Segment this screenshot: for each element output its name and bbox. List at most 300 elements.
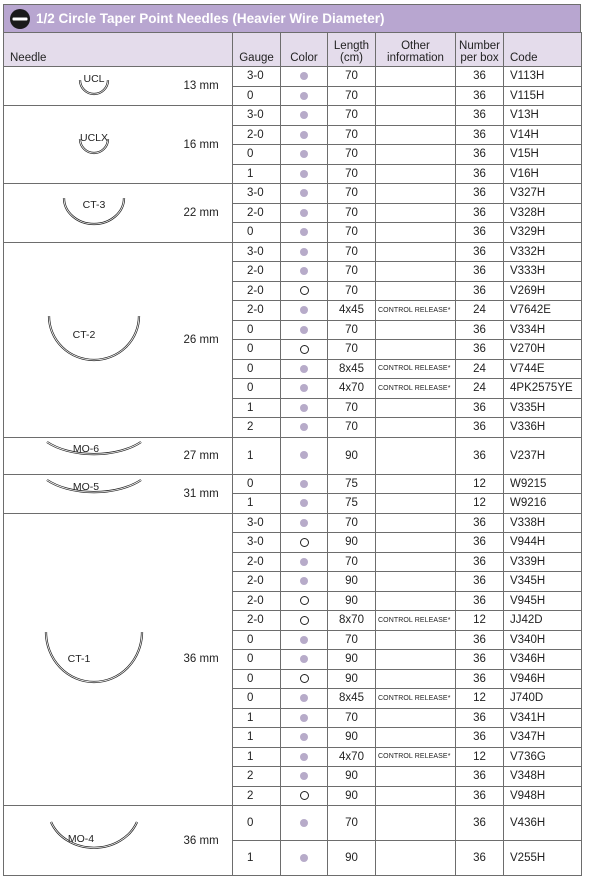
table-header-row: [4, 33, 582, 67]
undyed-circle-icon: [300, 791, 309, 800]
table-row: [4, 806, 582, 841]
product-code-cell: V7642E: [504, 301, 582, 321]
violet-dot-icon: [300, 326, 308, 334]
violet-dot-icon: [300, 694, 308, 702]
gauge-cell: 0: [233, 320, 281, 340]
length-cell: 4x45: [328, 301, 376, 321]
color-cell: [281, 106, 328, 126]
other-info-cell: [376, 145, 456, 165]
needle-curve-icon: [39, 312, 149, 368]
number-per-box-cell: 36: [456, 320, 504, 340]
color-cell: [281, 418, 328, 438]
length-cell: 70: [328, 262, 376, 282]
gauge-cell: 3-0: [233, 242, 281, 262]
number-per-box-cell: 12: [456, 747, 504, 767]
product-code-cell: W9216: [504, 494, 582, 514]
other-info-cell: [376, 262, 456, 282]
needle-cell: [4, 437, 184, 474]
gauge-cell: 2: [233, 418, 281, 438]
length-cell: 70: [328, 67, 376, 87]
product-code-cell: V327H: [504, 184, 582, 204]
number-per-box-cell: 36: [456, 841, 504, 876]
color-cell: [281, 494, 328, 514]
number-per-box-cell: 12: [456, 689, 504, 709]
gauge-cell: 0: [233, 223, 281, 243]
header-other-line2: information: [387, 52, 444, 64]
length-cell: 90: [328, 728, 376, 748]
violet-dot-icon: [300, 772, 308, 780]
table-row: [4, 242, 582, 262]
product-code-cell: V270H: [504, 340, 582, 360]
color-cell: [281, 262, 328, 282]
product-code-cell: V338H: [504, 513, 582, 533]
gauge-cell: 2-0: [233, 281, 281, 301]
needle-label: MO-6: [72, 442, 99, 455]
table-row: [4, 106, 582, 126]
length-cell: 70: [328, 552, 376, 572]
gauge-cell: 2-0: [233, 125, 281, 145]
gauge-cell: 0: [233, 689, 281, 709]
number-per-box-cell: 36: [456, 86, 504, 106]
number-per-box-cell: 36: [456, 242, 504, 262]
length-cell: 70: [328, 145, 376, 165]
product-code-cell: V945H: [504, 591, 582, 611]
gauge-cell: 2-0: [233, 203, 281, 223]
length-cell: 8x45: [328, 359, 376, 379]
product-code-cell: V946H: [504, 669, 582, 689]
gauge-cell: 0: [233, 474, 281, 494]
product-code-cell: V332H: [504, 242, 582, 262]
header-length-line1: Length: [333, 40, 370, 52]
color-cell: [281, 630, 328, 650]
color-cell: [281, 242, 328, 262]
header-length: [328, 33, 376, 67]
number-per-box-cell: 36: [456, 572, 504, 592]
number-per-box-cell: 36: [456, 669, 504, 689]
gauge-cell: 1: [233, 437, 281, 474]
other-info-cell: [376, 841, 456, 876]
violet-dot-icon: [300, 451, 308, 459]
other-info-cell: [376, 708, 456, 728]
needle-curve-icon: [39, 818, 149, 864]
gauge-cell: 0: [233, 650, 281, 670]
header-other: [376, 33, 456, 67]
gauge-cell: 3-0: [233, 533, 281, 553]
color-cell: [281, 747, 328, 767]
other-info-cell: [376, 630, 456, 650]
product-code-cell: V744E: [504, 359, 582, 379]
number-per-box-cell: 36: [456, 806, 504, 841]
violet-dot-icon: [300, 577, 308, 585]
number-per-box-cell: 36: [456, 164, 504, 184]
color-cell: [281, 145, 328, 165]
other-info-cell: [376, 67, 456, 87]
length-cell: 70: [328, 281, 376, 301]
table-row: [4, 67, 582, 87]
length-cell: 70: [328, 630, 376, 650]
violet-dot-icon: [300, 365, 308, 373]
violet-dot-icon: [300, 92, 308, 100]
gauge-cell: 1: [233, 708, 281, 728]
gauge-cell: 3-0: [233, 184, 281, 204]
gauge-cell: 0: [233, 806, 281, 841]
violet-dot-icon: [300, 558, 308, 566]
length-cell: 90: [328, 786, 376, 806]
number-per-box-cell: 36: [456, 340, 504, 360]
needle-cell: [4, 513, 184, 806]
product-code-cell: V237H: [504, 437, 582, 474]
product-code-cell: V948H: [504, 786, 582, 806]
color-cell: [281, 223, 328, 243]
color-cell: [281, 533, 328, 553]
other-info-cell: CONTROL RELEASE*: [376, 359, 456, 379]
gauge-cell: 1: [233, 494, 281, 514]
needle-size: 22 mm: [184, 184, 233, 243]
gauge-cell: 2-0: [233, 591, 281, 611]
number-per-box-cell: 36: [456, 533, 504, 553]
needle-label: CT-3: [82, 198, 106, 211]
product-code-cell: V346H: [504, 650, 582, 670]
other-info-cell: [376, 728, 456, 748]
product-code-cell: V13H: [504, 106, 582, 126]
header-size-spacer: [184, 33, 233, 67]
other-info-cell: [376, 223, 456, 243]
product-code-cell: V944H: [504, 533, 582, 553]
gauge-cell: 2-0: [233, 262, 281, 282]
needle-label: CT-1: [67, 653, 91, 666]
length-cell: 90: [328, 767, 376, 787]
length-cell: 70: [328, 86, 376, 106]
product-code-cell: V340H: [504, 630, 582, 650]
other-info-cell: [376, 767, 456, 787]
violet-dot-icon: [300, 480, 308, 488]
length-cell: 70: [328, 708, 376, 728]
header-gauge: Gauge: [233, 33, 281, 67]
other-info-cell: [376, 533, 456, 553]
number-per-box-cell: 36: [456, 418, 504, 438]
other-info-cell: CONTROL RELEASE*: [376, 689, 456, 709]
product-code-cell: JJ42D: [504, 611, 582, 631]
number-per-box-cell: 36: [456, 708, 504, 728]
length-cell: 70: [328, 320, 376, 340]
color-cell: [281, 767, 328, 787]
color-cell: [281, 379, 328, 399]
undyed-circle-icon: [300, 286, 309, 295]
color-cell: [281, 591, 328, 611]
other-info-cell: [376, 806, 456, 841]
number-per-box-cell: 24: [456, 301, 504, 321]
product-code-cell: V348H: [504, 767, 582, 787]
color-cell: [281, 67, 328, 87]
other-info-cell: [376, 281, 456, 301]
product-code-cell: V345H: [504, 572, 582, 592]
number-per-box-cell: 36: [456, 106, 504, 126]
length-cell: 90: [328, 650, 376, 670]
violet-dot-icon: [300, 248, 308, 256]
undyed-circle-icon: [300, 345, 309, 354]
gauge-cell: 2: [233, 786, 281, 806]
violet-dot-icon: [300, 423, 308, 431]
product-code-cell: W9215: [504, 474, 582, 494]
needle-cell: [4, 106, 184, 184]
number-per-box-cell: 36: [456, 650, 504, 670]
other-info-cell: CONTROL RELEASE*: [376, 301, 456, 321]
color-cell: [281, 708, 328, 728]
needle-catalog-page: [3, 4, 581, 876]
color-cell: [281, 806, 328, 841]
product-code-cell: V113H: [504, 67, 582, 87]
other-info-cell: [376, 242, 456, 262]
product-code-cell: V16H: [504, 164, 582, 184]
number-per-box-cell: 36: [456, 437, 504, 474]
section-title-bar: [3, 4, 581, 32]
table-body: [4, 67, 582, 876]
header-needle: Needle: [4, 33, 184, 67]
product-code-cell: V339H: [504, 552, 582, 572]
violet-dot-icon: [300, 170, 308, 178]
number-per-box-cell: 36: [456, 513, 504, 533]
violet-dot-icon: [300, 819, 308, 827]
number-per-box-cell: 12: [456, 494, 504, 514]
number-per-box-cell: 36: [456, 125, 504, 145]
product-code-cell: V333H: [504, 262, 582, 282]
color-cell: [281, 340, 328, 360]
color-cell: [281, 650, 328, 670]
violet-dot-icon: [300, 519, 308, 527]
length-cell: 70: [328, 398, 376, 418]
gauge-cell: 2: [233, 767, 281, 787]
color-cell: [281, 611, 328, 631]
needle-curve-icon: [34, 628, 154, 690]
gauge-cell: 1: [233, 164, 281, 184]
number-per-box-cell: 36: [456, 184, 504, 204]
length-cell: 90: [328, 841, 376, 876]
violet-dot-icon: [300, 404, 308, 412]
color-cell: [281, 301, 328, 321]
table-row: [4, 184, 582, 204]
violet-dot-icon: [300, 636, 308, 644]
other-info-cell: [376, 437, 456, 474]
section-title: 1/2 Circle Taper Point Needles (Heavier Wire Diameter): [36, 11, 385, 26]
color-cell: [281, 320, 328, 340]
product-code-cell: V328H: [504, 203, 582, 223]
color-cell: [281, 203, 328, 223]
gauge-cell: 0: [233, 145, 281, 165]
taper-point-icon: [9, 8, 31, 30]
undyed-circle-icon: [300, 596, 309, 605]
color-cell: [281, 786, 328, 806]
violet-dot-icon: [300, 655, 308, 663]
needle-curve-icon: [39, 476, 149, 512]
violet-dot-icon: [300, 131, 308, 139]
color-cell: [281, 164, 328, 184]
violet-dot-icon: [300, 189, 308, 197]
other-info-cell: CONTROL RELEASE*: [376, 379, 456, 399]
color-cell: [281, 841, 328, 876]
product-code-cell: V15H: [504, 145, 582, 165]
needle-size: 26 mm: [184, 242, 233, 437]
color-cell: [281, 359, 328, 379]
length-cell: 70: [328, 106, 376, 126]
gauge-cell: 3-0: [233, 513, 281, 533]
violet-dot-icon: [300, 733, 308, 741]
length-cell: 4x70: [328, 747, 376, 767]
number-per-box-cell: 36: [456, 767, 504, 787]
product-code-cell: V334H: [504, 320, 582, 340]
number-per-box-cell: 36: [456, 398, 504, 418]
violet-dot-icon: [300, 753, 308, 761]
table-row: [4, 474, 582, 494]
color-cell: [281, 86, 328, 106]
other-info-cell: [376, 513, 456, 533]
needle-label: UCLX: [79, 131, 108, 144]
header-number: [456, 33, 504, 67]
number-per-box-cell: 36: [456, 728, 504, 748]
other-info-cell: [376, 203, 456, 223]
gauge-cell: 0: [233, 379, 281, 399]
violet-dot-icon: [300, 228, 308, 236]
needle-size: 13 mm: [184, 67, 233, 106]
gauge-cell: 0: [233, 86, 281, 106]
length-cell: 90: [328, 533, 376, 553]
header-code: Code: [504, 33, 582, 67]
violet-dot-icon: [300, 854, 308, 862]
length-cell: 70: [328, 184, 376, 204]
gauge-cell: 3-0: [233, 106, 281, 126]
other-info-cell: CONTROL RELEASE*: [376, 747, 456, 767]
number-per-box-cell: 36: [456, 591, 504, 611]
table-row: [4, 513, 582, 533]
needle-curve-icon: [39, 438, 149, 474]
undyed-circle-icon: [300, 674, 309, 683]
needle-curve-icon: [59, 129, 129, 161]
violet-dot-icon: [300, 209, 308, 217]
color-cell: [281, 689, 328, 709]
other-info-cell: CONTROL RELEASE*: [376, 611, 456, 631]
other-info-cell: [376, 552, 456, 572]
length-cell: 70: [328, 125, 376, 145]
gauge-cell: 2-0: [233, 301, 281, 321]
gauge-cell: 2-0: [233, 572, 281, 592]
product-code-cell: V347H: [504, 728, 582, 748]
needle-size: 36 mm: [184, 806, 233, 876]
number-per-box-cell: 36: [456, 281, 504, 301]
other-info-cell: [376, 418, 456, 438]
product-code-cell: V269H: [504, 281, 582, 301]
length-cell: 8x45: [328, 689, 376, 709]
header-other-line1: Other: [401, 40, 430, 52]
gauge-cell: 0: [233, 630, 281, 650]
other-info-cell: [376, 494, 456, 514]
product-code-cell: 4PK2575YE: [504, 379, 582, 399]
product-code-cell: V336H: [504, 418, 582, 438]
needle-cell: [4, 67, 184, 106]
length-cell: 70: [328, 340, 376, 360]
length-cell: 8x70: [328, 611, 376, 631]
color-cell: [281, 184, 328, 204]
length-cell: 75: [328, 494, 376, 514]
gauge-cell: 0: [233, 359, 281, 379]
header-number-line1: Number: [459, 40, 500, 52]
number-per-box-cell: 36: [456, 145, 504, 165]
number-per-box-cell: 12: [456, 474, 504, 494]
gauge-cell: 1: [233, 841, 281, 876]
other-info-cell: [376, 320, 456, 340]
color-cell: [281, 437, 328, 474]
other-info-cell: [376, 398, 456, 418]
table-row: [4, 437, 582, 474]
other-info-cell: [376, 650, 456, 670]
needle-cell: [4, 474, 184, 513]
color-cell: [281, 474, 328, 494]
length-cell: 90: [328, 669, 376, 689]
number-per-box-cell: 36: [456, 552, 504, 572]
number-per-box-cell: 36: [456, 67, 504, 87]
gauge-cell: 2-0: [233, 611, 281, 631]
other-info-cell: [376, 184, 456, 204]
length-cell: 70: [328, 806, 376, 841]
other-info-cell: [376, 125, 456, 145]
product-code-cell: V115H: [504, 86, 582, 106]
color-cell: [281, 552, 328, 572]
gauge-cell: 3-0: [233, 67, 281, 87]
needle-curve-icon: [59, 70, 129, 102]
length-cell: 70: [328, 203, 376, 223]
length-cell: 70: [328, 164, 376, 184]
needle-label: UCL: [83, 73, 105, 85]
other-info-cell: [376, 669, 456, 689]
other-info-cell: [376, 591, 456, 611]
length-cell: 4x70: [328, 379, 376, 399]
header-color: Color: [281, 33, 328, 67]
gauge-cell: 0: [233, 340, 281, 360]
gauge-cell: 1: [233, 398, 281, 418]
header-number-line2: per box: [460, 52, 499, 64]
needle-label: MO-5: [72, 480, 99, 493]
violet-dot-icon: [300, 384, 308, 392]
violet-dot-icon: [300, 267, 308, 275]
needle-cell: [4, 806, 184, 876]
violet-dot-icon: [300, 111, 308, 119]
gauge-cell: 2-0: [233, 552, 281, 572]
header-length-line2: (cm): [340, 52, 363, 64]
product-code-cell: V255H: [504, 841, 582, 876]
other-info-cell: [376, 106, 456, 126]
other-info-cell: [376, 340, 456, 360]
needle-size: 36 mm: [184, 513, 233, 806]
number-per-box-cell: 36: [456, 262, 504, 282]
color-cell: [281, 728, 328, 748]
length-cell: 90: [328, 591, 376, 611]
gauge-cell: 0: [233, 669, 281, 689]
length-cell: 70: [328, 513, 376, 533]
needle-size: 31 mm: [184, 474, 233, 513]
number-per-box-cell: 24: [456, 359, 504, 379]
product-code-cell: V14H: [504, 125, 582, 145]
undyed-circle-icon: [300, 538, 309, 547]
color-cell: [281, 125, 328, 145]
other-info-cell: [376, 164, 456, 184]
needle-cell: [4, 184, 184, 243]
length-cell: 70: [328, 242, 376, 262]
color-cell: [281, 669, 328, 689]
number-per-box-cell: 36: [456, 203, 504, 223]
length-cell: 90: [328, 572, 376, 592]
length-cell: 90: [328, 437, 376, 474]
needle-size: 27 mm: [184, 437, 233, 474]
number-per-box-cell: 24: [456, 379, 504, 399]
number-per-box-cell: 36: [456, 223, 504, 243]
